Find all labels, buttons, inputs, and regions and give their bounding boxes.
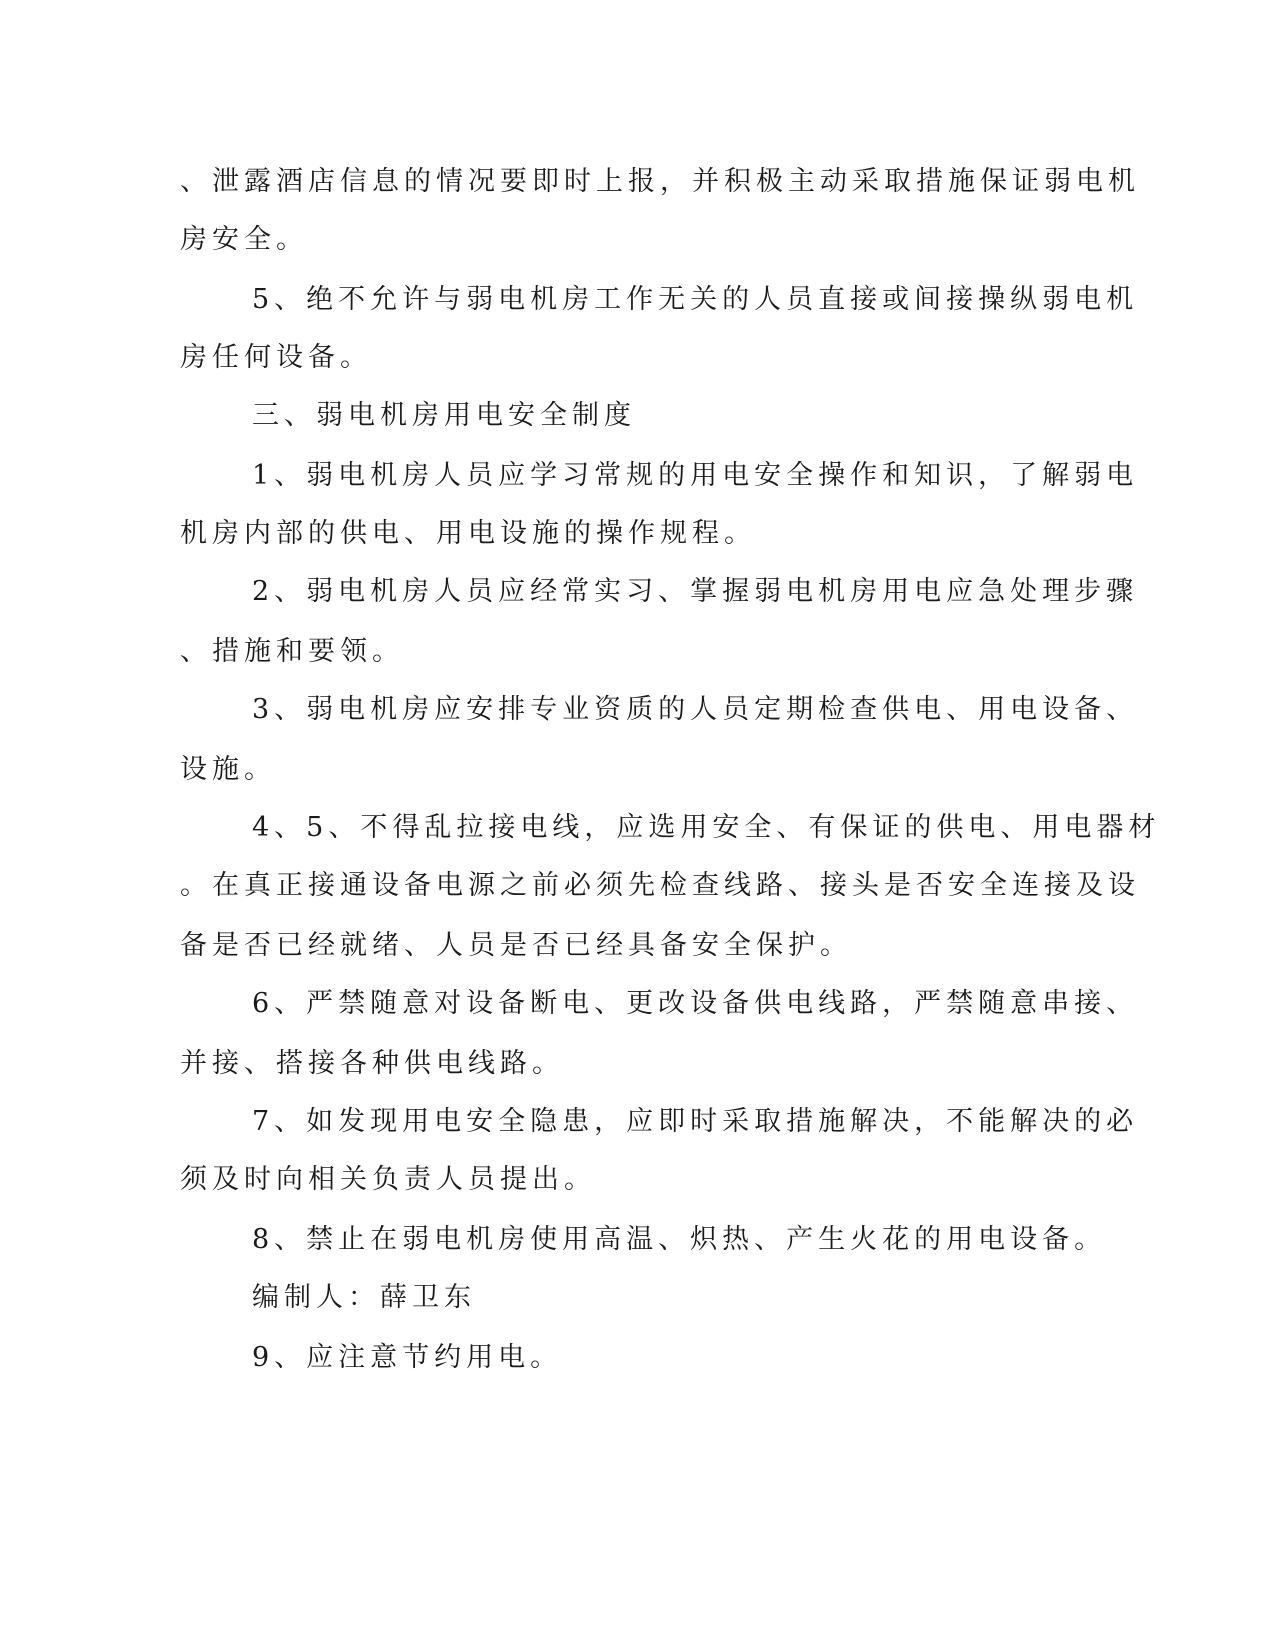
paragraph-line: 6、严禁随意对设备断电、更改设备供电线路，严禁随意串接、 (252, 988, 1139, 1019)
paragraph-line: 4、5、不得乱拉接电线，应选用安全、有保证的供电、用电器材 (252, 812, 1161, 843)
paragraph-line: 。在真正接通设备电源之前必须先检查线路、接头是否安全连接及设 (180, 870, 1140, 901)
paragraph-line: 、措施和要领。 (180, 636, 404, 667)
paragraph-line: 房安全。 (180, 224, 308, 255)
paragraph-line: 设施。 (180, 754, 276, 785)
paragraph-line: 、泄露酒店信息的情况要即时上报，并积极主动采取措施保证弱电机 (180, 166, 1140, 197)
paragraph-line: 1、弱电机房人员应学习常规的用电安全操作和知识，了解弱电 (252, 460, 1139, 491)
paragraph-line: 9、应注意节约用电。 (252, 1342, 563, 1373)
paragraph-line: 2、弱电机房人员应经常实习、掌握弱电机房用电应急处理步骤 (252, 576, 1139, 607)
paragraph-line: 并接、搭接各种供电线路。 (180, 1048, 564, 1079)
paragraph-line: 5、绝不允许与弱电机房工作无关的人员直接或间接操纵弱电机 (252, 284, 1139, 315)
paragraph-line: 7、如发现用电安全隐患，应即时采取措施解决，不能解决的必 (252, 1106, 1139, 1137)
paragraph-line: 机房内部的供电、用电设施的操作规程。 (180, 518, 756, 549)
paragraph-line: 8、禁止在弱电机房使用高温、炽热、产生火花的用电设备。 (252, 1224, 1107, 1255)
paragraph-line: 3、弱电机房应安排专业资质的人员定期检查供电、用电设备、 (252, 694, 1139, 725)
section-heading: 三、弱电机房用电安全制度 (252, 400, 636, 431)
author-line: 编制人：薛卫东 (252, 1282, 476, 1313)
paragraph-line: 须及时向相关负责人员提出。 (180, 1164, 596, 1195)
paragraph-line: 备是否已经就绪、人员是否已经具备安全保护。 (180, 930, 852, 961)
paragraph-line: 房任何设备。 (180, 342, 372, 373)
